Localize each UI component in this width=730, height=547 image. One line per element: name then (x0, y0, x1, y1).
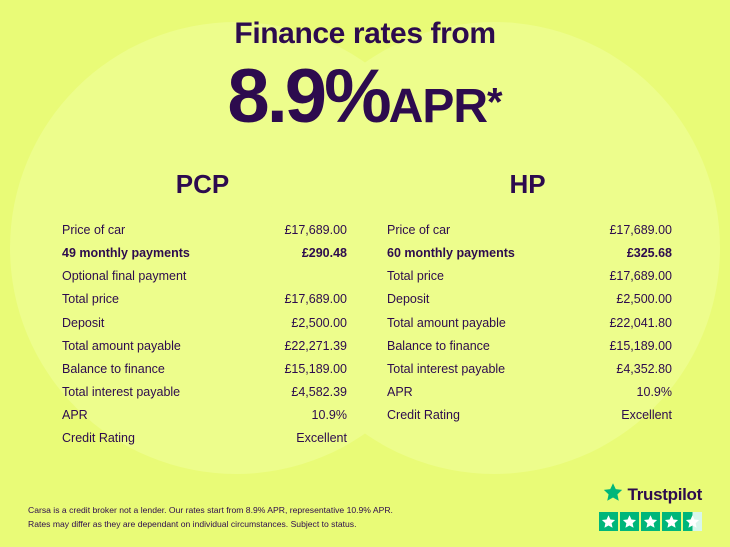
table-row (52, 218, 353, 241)
row-value: £15,189.00 (284, 361, 347, 376)
table-row (52, 288, 353, 311)
table-row (52, 427, 353, 450)
row-label: APR (387, 385, 413, 400)
rate-display (0, 54, 730, 139)
row-label: Deposit (387, 292, 430, 307)
column-title-pcp: PCP (175, 169, 230, 200)
row-value: £17,689.00 (609, 269, 672, 284)
rate-asterisk: * (487, 80, 503, 125)
row-label: 49 monthly payments (62, 245, 190, 260)
row-value: £17,689.00 (609, 222, 672, 237)
table-row (52, 381, 353, 404)
row-label: Balance to finance (387, 338, 490, 353)
trustpilot-rating (599, 482, 702, 531)
table-row (377, 404, 678, 427)
row-value: £2,500.00 (616, 292, 672, 307)
page-title: Finance rates from (234, 17, 496, 50)
row-value: £17,689.00 (284, 222, 347, 237)
star-icon (599, 512, 618, 531)
table-row (52, 241, 353, 264)
row-value: £17,689.00 (284, 292, 347, 307)
row-label: Credit Rating (62, 431, 135, 446)
star-icon (641, 512, 660, 531)
row-value: £15,189.00 (609, 338, 672, 353)
row-value: £2,500.00 (291, 315, 347, 330)
row-value: 10.9% (636, 385, 672, 400)
row-label: Price of car (387, 222, 451, 237)
table-row (377, 265, 678, 288)
row-label: Credit Rating (387, 408, 460, 423)
row-value: £22,271.39 (284, 338, 347, 353)
row-label: Price of car (62, 222, 126, 237)
table-row (377, 288, 678, 311)
finance-column-hp (365, 169, 690, 450)
star-icon (662, 512, 681, 531)
row-label: Total amount payable (387, 315, 506, 330)
row-label: Total price (62, 292, 119, 307)
disclaimer-line-1: Carsa is a credit broker not a lender. Our rates start from 8.9% APR, representative 10.9% APR. (28, 505, 393, 516)
row-label: Total interest payable (387, 361, 506, 376)
row-value: Excellent (621, 408, 672, 423)
table-row (377, 311, 678, 334)
column-title-hp: HP (509, 169, 546, 200)
trustpilot-name: Trustpilot (627, 484, 702, 504)
row-value: £325.68 (626, 245, 672, 260)
table-row (52, 265, 353, 288)
rate-number: 8.9% (227, 54, 389, 139)
disclaimer-line-2: Rates may differ as they are dependant on individual circumstances. Subject to status. (28, 518, 357, 529)
row-label: Total price (387, 269, 444, 284)
table-row (52, 311, 353, 334)
star-icon (620, 512, 639, 531)
row-label: Total amount payable (62, 338, 181, 353)
table-row (52, 404, 353, 427)
rate-apr-label: APR (388, 80, 487, 133)
finance-comparison (0, 169, 730, 450)
row-value: Excellent (296, 431, 347, 446)
table-row (377, 357, 678, 380)
table-row (52, 334, 353, 357)
row-label: Deposit (62, 315, 105, 330)
table-row (377, 241, 678, 264)
trustpilot-stars (599, 512, 702, 531)
row-value: £4,352.80 (616, 361, 672, 376)
finance-column-pcp (40, 169, 365, 450)
star-icon (603, 482, 623, 507)
row-label: Balance to finance (62, 361, 165, 376)
table-row (52, 357, 353, 380)
row-value: £22,041.80 (609, 315, 672, 330)
table-row (377, 334, 678, 357)
poster-footer (0, 482, 730, 547)
table-row (377, 381, 678, 404)
row-value: £290.48 (301, 245, 347, 260)
table-row (377, 218, 678, 241)
disclaimer (28, 504, 393, 531)
row-value: £4,582.39 (291, 385, 347, 400)
trustpilot-logo (599, 482, 702, 507)
row-label: Total interest payable (62, 385, 181, 400)
row-label: 60 monthly payments (387, 245, 515, 260)
row-label: Optional final payment (62, 269, 187, 284)
row-value: 10.9% (311, 408, 347, 423)
star-half-icon (683, 512, 702, 531)
row-label: APR (62, 408, 88, 423)
